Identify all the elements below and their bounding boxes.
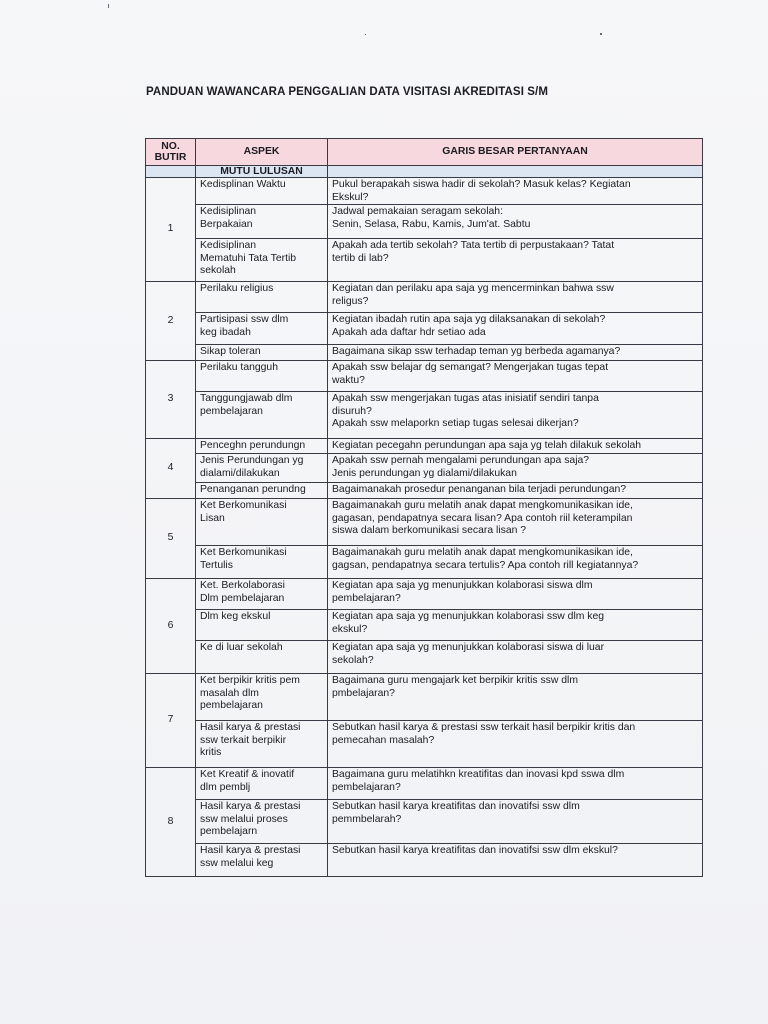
pertanyaan-line: siswa dalam berkomunikasi secara lisan ?	[332, 525, 527, 537]
table-row	[146, 721, 703, 768]
pertanyaan-line: Pukul berapakah siswa hadir di sekolah? Masuk kelas? Kegiatan	[332, 179, 631, 190]
section-label: MUTU LULUSAN	[196, 166, 328, 178]
pertanyaan-line: Apakah ssw belajar dg semangat? Mengerjakan tugas tepat	[332, 362, 609, 374]
pertanyaan-line: Sebutkan hasil karya & prestasi ssw terkait hasil berpikir kritis dan	[332, 722, 636, 734]
pertanyaan-cell	[328, 546, 703, 579]
table-row	[146, 239, 703, 282]
aspek-line: Dlm keg ekskul	[200, 611, 271, 623]
aspek-cell	[196, 610, 328, 641]
butir-number: 7	[146, 674, 196, 768]
table-row	[146, 361, 703, 392]
section-blank-cell	[146, 166, 196, 178]
aspek-cell	[196, 844, 328, 877]
table-row	[146, 546, 703, 579]
butir-number: 8	[146, 768, 196, 877]
pertanyaan-cell	[328, 641, 703, 674]
table-row	[146, 483, 703, 499]
aspek-line: masalah dlm	[200, 687, 259, 699]
butir-number: 6	[146, 579, 196, 674]
table-row	[146, 454, 703, 483]
pertanyaan-line: Senin, Selasa, Rabu, Kamis, Jum'at. Sabtu	[332, 218, 531, 230]
table-row	[146, 579, 703, 610]
aspek-line: ssw terkait berpikir	[200, 734, 287, 746]
table-row	[146, 768, 703, 800]
pertanyaan-line: waktu?	[332, 374, 365, 386]
butir-number: 4	[146, 439, 196, 499]
pertanyaan-line: Bagaimana guru melatihkn kreatifitas dan inovasi kpd sswa dlm	[332, 769, 625, 781]
aspek-cell	[196, 205, 328, 239]
pertanyaan-cell	[328, 844, 703, 877]
aspek-line: dialami/dilakukan	[200, 467, 280, 479]
aspek-cell	[196, 392, 328, 439]
pertanyaan-cell	[328, 674, 703, 721]
aspek-line: Berpakaian	[200, 218, 253, 230]
pertanyaan-line: Bagaimanakah guru melatih anak dapat mengkomunikasikan ide,	[332, 547, 633, 559]
pertanyaan-line: tertib di lab?	[332, 252, 389, 264]
pertanyaan-line: Apakah ssw pernah mengalami perundungan apa saja?	[332, 455, 590, 467]
section-blank-cell	[328, 166, 703, 178]
butir-number: 3	[146, 361, 196, 439]
aspek-cell	[196, 345, 328, 361]
pertanyaan-line: gagasan, pendapatnya secara lisan? Apa contoh riil keterampilan	[332, 512, 633, 524]
pertanyaan-line: religus?	[332, 295, 369, 307]
pertanyaan-cell	[328, 499, 703, 546]
table-row	[146, 844, 703, 877]
table-row	[146, 345, 703, 361]
section-row	[146, 166, 703, 178]
aspek-line: Sikap toleran	[200, 346, 261, 358]
aspek-line: Ke di luar sekolah	[200, 642, 283, 654]
pertanyaan-line: pemecahan masalah?	[332, 734, 435, 746]
aspek-line: Jenis Perundungan yg	[200, 455, 304, 467]
aspek-cell	[196, 239, 328, 282]
pertanyaan-line: Apakah ada tertib sekolah? Tata tertib di perpustakaan? Tatat	[332, 240, 615, 252]
pertanyaan-line: disuruh?	[332, 405, 372, 417]
header-pertanyaan: GARIS BESAR PERTANYAAN	[328, 139, 703, 166]
butir-number: 2	[146, 282, 196, 361]
table-row	[146, 392, 703, 439]
table-row	[146, 610, 703, 641]
pertanyaan-line: Kegiatan apa saja yg menunjukkan kolaborasi ssw dlm keg	[332, 611, 605, 623]
pertanyaan-cell	[328, 483, 703, 499]
aspek-cell	[196, 641, 328, 674]
aspek-line: Perilaku religius	[200, 283, 274, 295]
aspek-line: Perilaku tangguh	[200, 362, 278, 374]
table-row	[146, 499, 703, 546]
pertanyaan-line: ekskul?	[332, 623, 368, 635]
aspek-line: Hasil karya & prestasi	[200, 801, 301, 813]
document-title: PANDUAN WAWANCARA PENGGALIAN DATA VISITASI AKREDITASI S/M	[146, 86, 549, 98]
pertanyaan-line: Jenis perundungan yg dialami/dilakukan	[332, 467, 517, 479]
aspek-line: Kedisplinan Waktu	[200, 179, 286, 190]
table-row	[146, 282, 703, 313]
pertanyaan-cell	[328, 361, 703, 392]
aspek-line: ssw melalui proses	[200, 813, 288, 825]
aspek-line: Tanggungjawab dlm	[200, 393, 293, 405]
pertanyaan-line: Kegiatan apa saja yg menunjukkan kolaborasi siswa di luar	[332, 642, 605, 654]
aspek-cell	[196, 454, 328, 483]
pertanyaan-line: Apakah ssw melaporkn setiap tugas selesai dikerjan?	[332, 418, 579, 430]
aspek-line: Tertulis	[200, 559, 233, 571]
pertanyaan-cell	[328, 439, 703, 454]
aspek-line: ssw melalui keg	[200, 857, 274, 869]
aspek-cell	[196, 313, 328, 345]
aspek-line: Partisipasi ssw dlm	[200, 314, 289, 326]
aspek-line: Ket Berkomunikasi	[200, 500, 287, 512]
scan-speck	[108, 4, 109, 8]
aspek-line: pembelajaran	[200, 405, 263, 417]
butir-number: 5	[146, 499, 196, 579]
aspek-line: Kedisiplinan	[200, 240, 257, 252]
aspek-line: Ket Berkomunikasi	[200, 547, 287, 559]
aspek-cell	[196, 674, 328, 721]
pertanyaan-cell	[328, 454, 703, 483]
aspek-line: Ket Kreatif & inovatif	[200, 769, 295, 781]
table-row	[146, 205, 703, 239]
aspek-line: Kedisiplinan	[200, 206, 257, 218]
aspek-cell	[196, 546, 328, 579]
pertanyaan-cell	[328, 721, 703, 768]
header-aspek: ASPEK	[196, 139, 328, 166]
pertanyaan-line: pembelajaran?	[332, 592, 401, 604]
pertanyaan-cell	[328, 392, 703, 439]
aspek-cell	[196, 499, 328, 546]
aspek-line: Hasil karya & prestasi	[200, 722, 301, 734]
aspek-line: Ket berpikir kritis pem	[200, 675, 300, 687]
pertanyaan-line: Bagaimanakah guru melatih anak dapat mengkomunikasikan ide,	[332, 500, 633, 512]
pertanyaan-line: Bagaimana guru mengajark ket berpikir kritis ssw dlm	[332, 675, 579, 687]
aspek-line: Lisan	[200, 512, 225, 524]
pertanyaan-cell	[328, 178, 703, 205]
aspek-cell	[196, 721, 328, 768]
aspek-cell	[196, 768, 328, 800]
scan-speck	[365, 34, 366, 35]
pertanyaan-line: Kegiatan dan perilaku apa saja yg mencerminkan bahwa ssw	[332, 283, 614, 295]
pertanyaan-cell	[328, 205, 703, 239]
aspek-cell	[196, 483, 328, 499]
aspek-line: pembelajaran	[200, 700, 263, 712]
table-row	[146, 439, 703, 454]
table-row	[146, 800, 703, 844]
pertanyaan-line: sekolah?	[332, 654, 374, 666]
pertanyaan-cell	[328, 282, 703, 313]
pertanyaan-cell	[328, 345, 703, 361]
pertanyaan-line: Bagaimana sikap ssw terhadap teman yg berbeda agamanya?	[332, 346, 621, 358]
header-no-butir: NO. BUTIR	[146, 139, 196, 166]
pertanyaan-line: gagsan, pendapatnya secara tertulis? Apa contoh rill kegiatannya?	[332, 559, 639, 571]
aspek-line: dlm pemblj	[200, 781, 251, 793]
table-row	[146, 641, 703, 674]
pertanyaan-line: Sebutkan hasil karya kreatifitas dan inovatifsi ssw dlm ekskul?	[332, 845, 618, 857]
aspek-line: pembelajarn	[200, 826, 258, 838]
pertanyaan-cell	[328, 239, 703, 282]
aspek-cell	[196, 800, 328, 844]
pertanyaan-line: pembelajaran?	[332, 781, 401, 793]
pertanyaan-line: Apakah ssw mengerjakan tugas atas inisiatif sendiri tanpa	[332, 393, 599, 405]
pertanyaan-cell	[328, 579, 703, 610]
table-row	[146, 178, 703, 205]
table-row	[146, 674, 703, 721]
pertanyaan-cell	[328, 800, 703, 844]
interview-guide-table	[145, 138, 703, 877]
pertanyaan-line: Apakah ada daftar hdr setiao ada	[332, 326, 486, 338]
pertanyaan-line: Jadwal pemakaian seragam sekolah:	[332, 206, 503, 218]
aspek-cell	[196, 178, 328, 205]
pertanyaan-line: pmbelajaran?	[332, 687, 395, 699]
pertanyaan-cell	[328, 610, 703, 641]
scan-speck	[600, 33, 602, 35]
pertanyaan-cell	[328, 313, 703, 345]
aspek-line: Mematuhi Tata Tertib	[200, 252, 297, 264]
table-header-row	[146, 139, 703, 166]
butir-number: 1	[146, 178, 196, 282]
pertanyaan-line: Kegiatan ibadah rutin apa saja yg dilaksanakan di sekolah?	[332, 314, 606, 326]
pertanyaan-line: Bagaimanakah prosedur penanganan bila terjadi perundungan?	[332, 484, 627, 496]
aspek-line: Dlm pembelajaran	[200, 592, 285, 604]
aspek-line: sekolah	[200, 265, 236, 277]
aspek-line: Penanganan perundng	[200, 484, 306, 496]
aspek-cell	[196, 579, 328, 610]
aspek-line: Hasil karya & prestasi	[200, 845, 301, 857]
pertanyaan-line: Kegiatan pecegahn perundungan apa saja yg telah dilakuk sekolah	[332, 440, 642, 452]
aspek-line: keg ibadah	[200, 326, 251, 338]
pertanyaan-line: Sebutkan hasil karya kreatifitas dan inovatifsi ssw dlm	[332, 801, 580, 813]
aspek-line: Penceghn perundungn	[200, 440, 306, 452]
aspek-line: kritis	[200, 747, 222, 759]
aspek-cell	[196, 282, 328, 313]
aspek-line: Ket. Berkolaborasi	[200, 580, 285, 592]
aspek-cell	[196, 439, 328, 454]
pertanyaan-line: Kegiatan apa saja yg menunjukkan kolaborasi siswa dlm	[332, 580, 593, 592]
pertanyaan-line: Ekskul?	[332, 191, 369, 203]
aspek-cell	[196, 361, 328, 392]
pertanyaan-line: pemmbelarah?	[332, 813, 402, 825]
table-row	[146, 313, 703, 345]
pertanyaan-cell	[328, 768, 703, 800]
